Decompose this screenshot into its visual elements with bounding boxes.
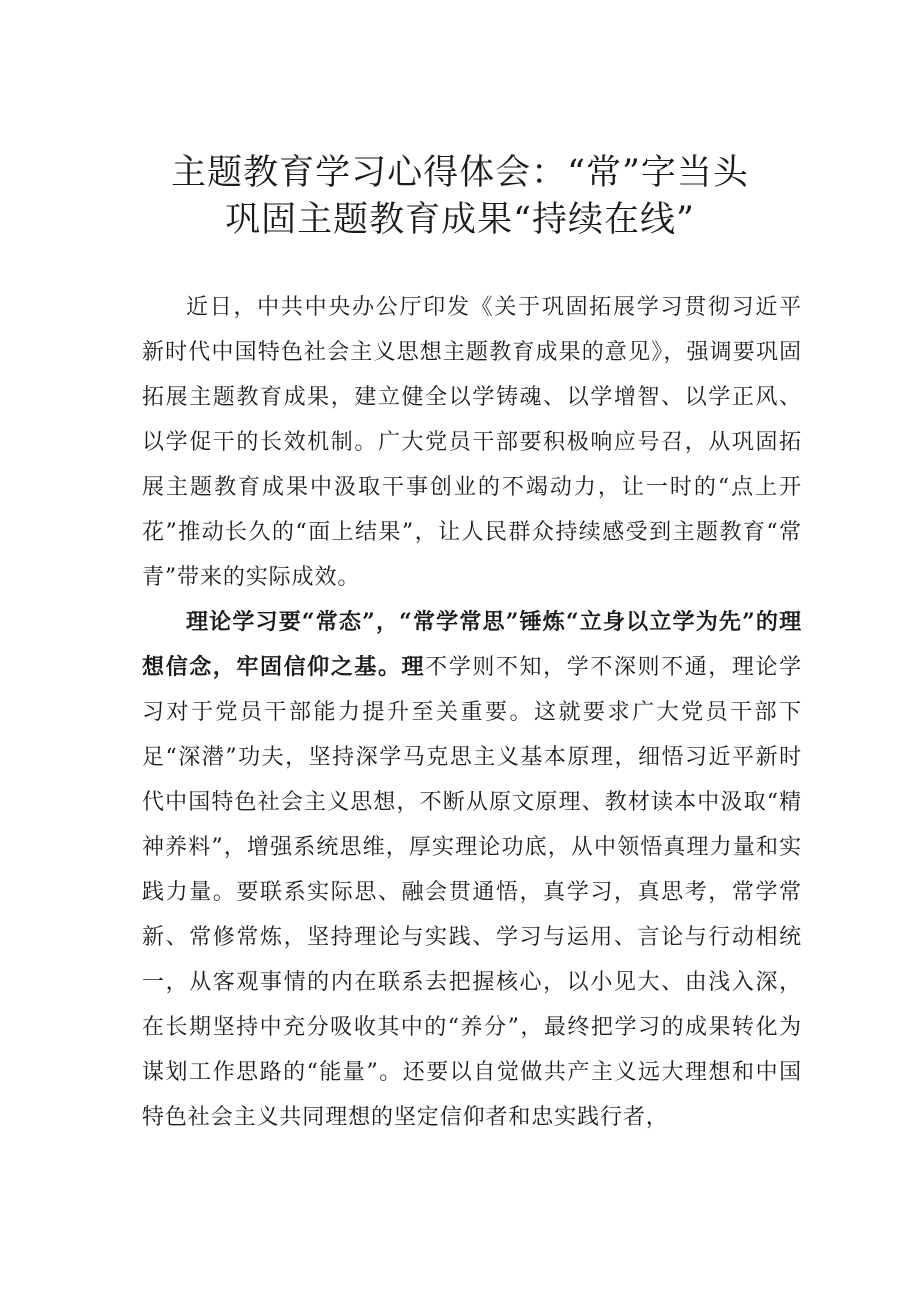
document-body bbox=[142, 285, 802, 1140]
title-line-2: 巩固主题教育成果“持续在线” bbox=[225, 200, 695, 240]
paragraph-intro-text: 近日，中共中央办公厅印发《关于巩固拓展学习贯彻习近平新时代中国特色社会主义思想主题教育成果的意见》，强调要巩固拓展主题教育成果，建立健全以学铸魂、以学增智、以学正风、以学促干的长效机制。广大党员干部要积极响应号召，从巩固拓展主题教育成果中汲取干事创业的不竭动力，让一时的“点上开花”推动长久的“面上结果”，让人民群众持续感受到主题教育“常青”带来的实际成效。 bbox=[142, 295, 802, 590]
document-title bbox=[0, 150, 920, 244]
paragraph-heading-bold: 理论学习要“常态”，“常学常思”锤炼“立身以立学为先”的理想信念，牢固信仰之基。理 bbox=[142, 609, 802, 680]
paragraph-theory-study bbox=[142, 600, 802, 1140]
title-line-1: 主题教育学习心得体会：“常”字当头 bbox=[171, 153, 749, 193]
paragraph-intro bbox=[142, 285, 802, 600]
paragraph-theory-study-text: 不学则不知，学不深则不通，理论学习对于党员干部能力提升至关重要。这就要求广大党员干部下足“深潜”功夫，坚持深学马克思主义基本原理，细悟习近平新时代中国特色社会主义思想，不断从原文原理、教材读本中汲取“精神养料”，增强系统思维，厚实理论功底，从中领悟真理力量和实践力量。要联系实际思、融会贯通悟，真学习，真思考，常学常新、常修常炼，坚持理论与实践、学习与运用、言论与行动相统一，从客观事情的内在联系去把握核心，以小见大、由浅入深，在长期坚持中充分吸收其中的“养分”，最终把学习的成果转化为谋划工作思路的“能量”。还要以自觉做共产主义远大理想和中国特色社会主义共同理想的坚定信仰者和忠实践行者， bbox=[142, 655, 802, 1130]
